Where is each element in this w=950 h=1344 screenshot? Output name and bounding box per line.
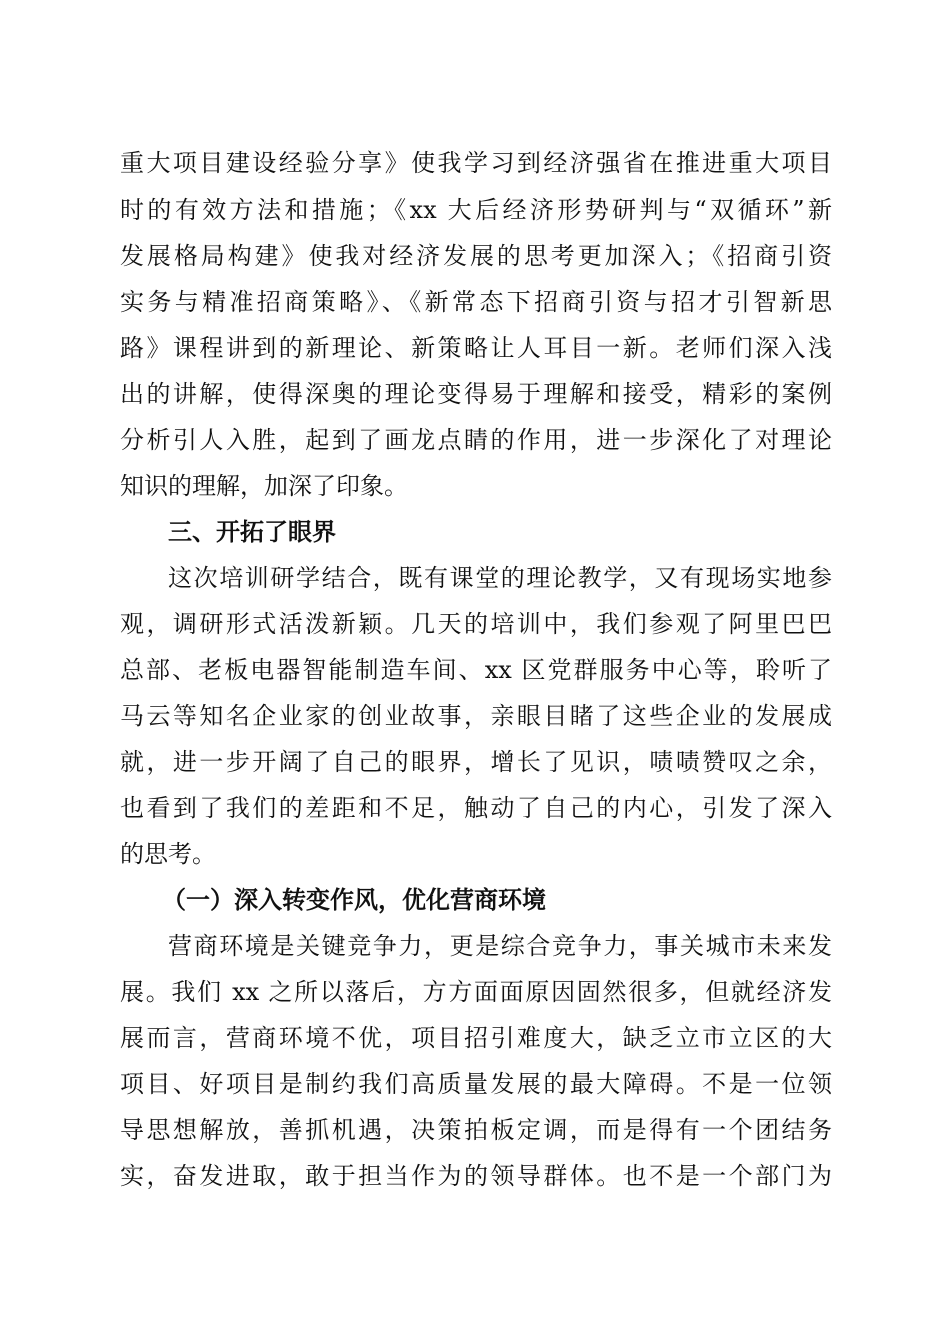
subsection-1-line-2: 展。我们 xx 之所以落后，方方面面原因固然很多，但就经济发 — [120, 978, 832, 1006]
paragraph-1-line-3: 发展格局构建》使我对经济发展的思考更加深入；《招商引资 — [120, 242, 832, 270]
paragraph-1-line-6: 出的讲解，使得深奥的理论变得易于理解和接受，精彩的案例 — [120, 380, 832, 408]
section-3-line-4: 马云等知名企业家的创业故事，亲眼目睹了这些企业的发展成 — [120, 702, 832, 730]
section-3-line-1: 这次培训研学结合，既有课堂的理论教学，又有现场实地参 — [168, 564, 832, 592]
subsection-1-line-3: 展而言，营商环境不优，项目招引难度大，缺乏立市立区的大 — [120, 1024, 832, 1052]
paragraph-1-line-4: 实务与精准招商策略》、《新常态下招商引资与招才引智新思 — [120, 288, 832, 316]
subsection-1-heading: （一）深入转变作风，优化营商环境 — [162, 885, 546, 914]
section-3-line-6: 也看到了我们的差距和不足，触动了自己的内心，引发了深入 — [120, 794, 832, 822]
paragraph-1-line-2: 时的有效方法和措施；《xx 大后经济形势研判与“双循环”新 — [120, 196, 832, 224]
paragraph-1-line-1: 重大项目建设经验分享》使我学习到经济强省在推进重大项目 — [120, 149, 832, 177]
subsection-1-line-6: 实，奋发进取，敢于担当作为的领导群体。也不是一个部门为 — [120, 1162, 832, 1190]
paragraph-1-line-8: 知识的理解，加深了印象。 — [120, 472, 408, 500]
paragraph-1-line-5: 路》课程讲到的新理论、新策略让人耳目一新。老师们深入浅 — [120, 334, 832, 362]
subsection-1-line-5: 导思想解放，善抓机遇，决策拍板定调，而是得有一个团结务 — [120, 1116, 832, 1144]
section-3-line-7: 的思考。 — [120, 840, 216, 868]
section-3-line-5: 就，进一步开阔了自己的眼界，增长了见识，啧啧赞叹之余， — [120, 748, 832, 776]
subsection-1-line-1: 营商环境是关键竞争力，更是综合竞争力，事关城市未来发 — [168, 932, 832, 960]
subsection-1-line-4: 项目、好项目是制约我们高质量发展的最大障碍。不是一位领 — [120, 1070, 832, 1098]
section-3-line-2: 观，调研形式活泼新颖。几天的培训中，我们参观了阿里巴巴 — [120, 610, 832, 638]
section-3-heading: 三、开拓了眼界 — [168, 518, 336, 546]
section-3-line-3: 总部、老板电器智能制造车间、xx 区党群服务中心等，聆听了 — [120, 656, 832, 684]
paragraph-1-line-7: 分析引人入胜，起到了画龙点睛的作用，进一步深化了对理论 — [120, 426, 832, 454]
